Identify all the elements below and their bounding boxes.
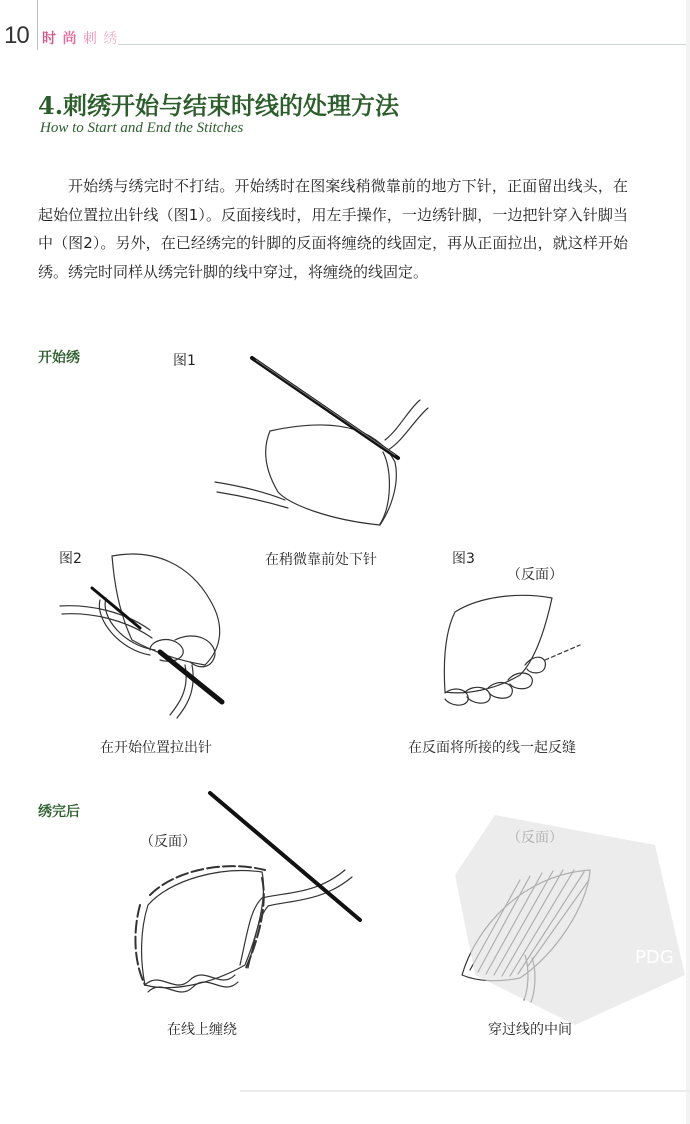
fig2-loop	[175, 636, 215, 667]
body-paragraph: 开始绣与绣完时不打结。开始绣时在图案线稍微靠前的地方下针，正面留出线头，在起始位置拉出针线（图1）。反面接线时，用左手操作，一边绣针脚，一边把针穿入针脚当中（图2）。另外，在已经绣完的针脚的反面将缠绕的线固定，再从正面拉出，就这样开始绣。绣完时同样从绣完针脚的线中穿过，将缠绕的线固定。	[38, 177, 628, 281]
fig3-chain	[445, 689, 468, 705]
watermark-text: PDG	[635, 947, 674, 968]
book-title-char: 刺	[82, 31, 98, 47]
fig1-needle	[252, 358, 398, 458]
fig4-needle	[210, 793, 360, 920]
fig3-side-note: （反面）	[507, 567, 563, 583]
fig1-thread	[217, 492, 288, 508]
fig5-caption: 穿过线的中间	[488, 1022, 572, 1038]
fig2-illustration	[60, 554, 220, 718]
section-title: 4.刺绣开始与结束时线的处理方法	[38, 91, 400, 120]
fig1-thread	[380, 452, 389, 524]
fig4-caption: 在线上缠绕	[167, 1022, 237, 1038]
fig2-label: 图2	[59, 551, 82, 567]
fig4-leaf-outline	[142, 871, 264, 988]
fig4-side-note: （反面）	[140, 834, 196, 850]
start-section-label: 开始绣	[38, 350, 80, 366]
watermark-stamp	[455, 815, 685, 1025]
fig2-leaf-outline	[112, 554, 220, 665]
fig3-caption: 在反面将所接的线一起反缝	[408, 740, 576, 756]
fig1-leaf-outline	[266, 425, 397, 525]
page-number: 10	[4, 22, 29, 49]
fig3-illustration	[444, 595, 580, 705]
fig1-caption: 在稍微靠前处下针	[265, 552, 377, 568]
fig3-thread-dashed	[545, 645, 580, 660]
fig3-chain	[465, 687, 490, 703]
fig1-label: 图1	[173, 353, 196, 369]
fig3-label: 图3	[452, 551, 475, 567]
fig1-illustration	[215, 400, 428, 525]
fig3-leaf-outline	[444, 595, 552, 692]
end-section-label: 绣完后	[38, 804, 80, 820]
book-title-char: 尚	[62, 31, 78, 47]
fig4-twist	[148, 982, 238, 992]
book-title-char: 绣	[103, 31, 119, 47]
fig2-caption: 在开始位置拉出针	[100, 740, 212, 756]
fig1-thread	[385, 400, 420, 440]
book-title-char: 时	[42, 31, 57, 47]
fig1-needle-shine	[256, 360, 395, 455]
section-subtitle: How to Start and End the Stitches	[40, 120, 244, 136]
watermark	[455, 795, 685, 1025]
fig4-thread	[240, 870, 345, 965]
